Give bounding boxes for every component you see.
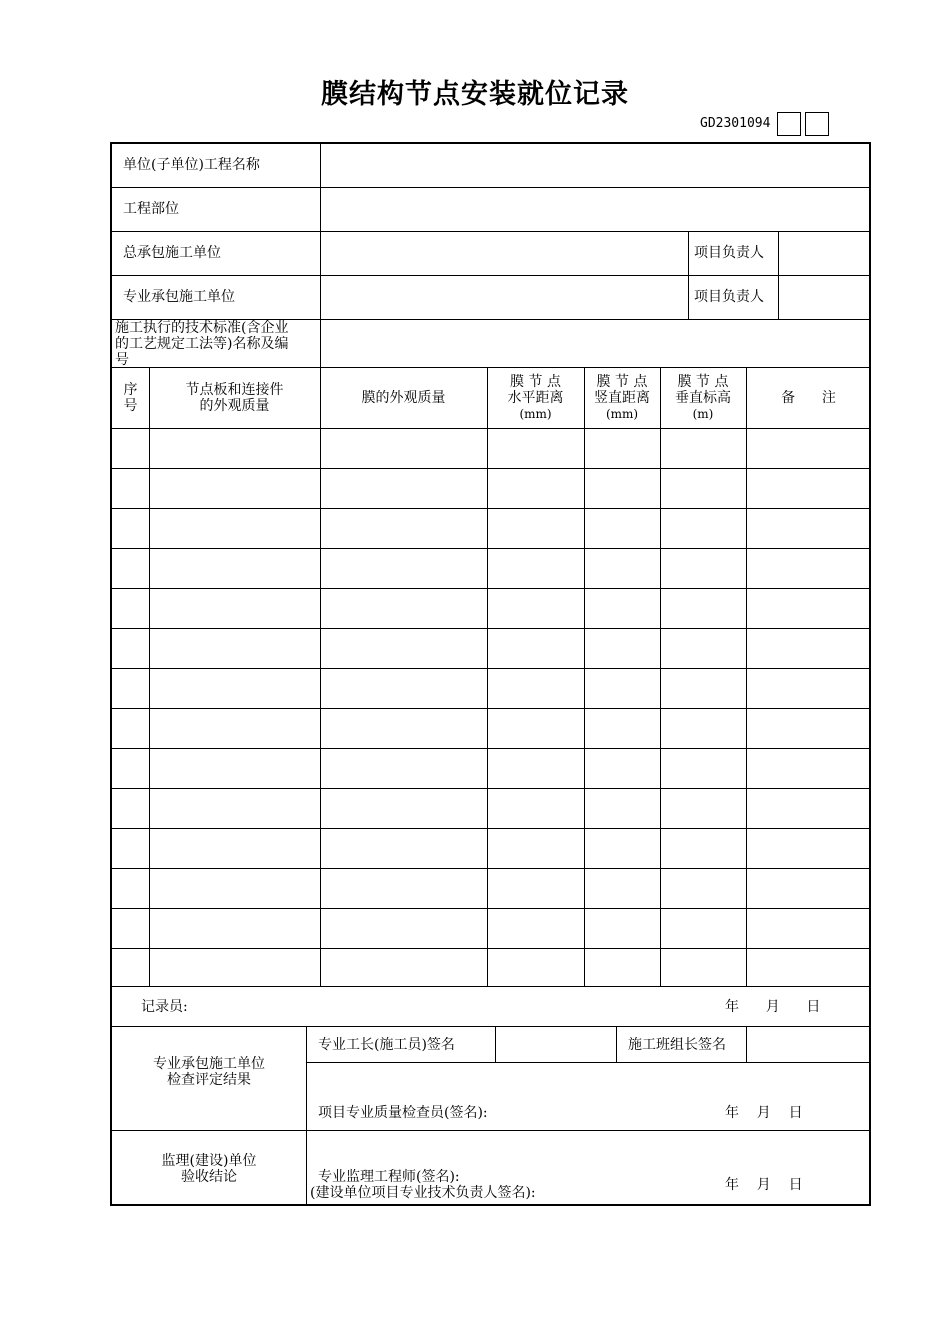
col-joint-2: 的外观质量 — [199, 398, 270, 414]
supervision-label-1: 监理(建设)单位 — [161, 1153, 257, 1169]
form-code: GD2301094 — [700, 116, 771, 131]
unit-project-name-label: 单位(子单位)工程名称 — [123, 157, 260, 173]
supervisor-date: 年 月 日 — [725, 1177, 803, 1193]
col-vert-3: (mm) — [605, 407, 639, 421]
standard-input[interactable] — [322, 322, 869, 366]
form-table — [110, 142, 871, 1206]
recorder-date: 年 月 日 — [725, 999, 821, 1015]
project-leader-input-2[interactable] — [780, 278, 869, 318]
specialty-result-label-2: 检查评定结果 — [167, 1072, 251, 1088]
general-contractor-input[interactable] — [322, 234, 686, 274]
col-membrane: 膜的外观质量 — [361, 390, 446, 406]
quality-inspector-date: 年 月 日 — [725, 1105, 803, 1121]
supervision-label-2: 验收结论 — [181, 1169, 237, 1185]
col-seq-2: 号 — [123, 398, 138, 414]
code-box-1[interactable] — [777, 112, 801, 136]
standard-label-line2: 的工艺规定工法等)名称及编 — [115, 336, 289, 352]
col-horiz-3: (mm) — [519, 407, 552, 421]
specialty-result-label-1: 专业承包施工单位 — [153, 1056, 265, 1072]
col-horiz-2: 水平距离 — [507, 390, 564, 406]
owner-tech-sign-label: (建设单位项目专业技术负责人签名): — [310, 1185, 536, 1201]
standard-label-line1: 施工执行的技术标准(含企业 — [115, 320, 289, 336]
col-remark: 备 注 — [781, 390, 836, 406]
team-leader-sign-input[interactable] — [748, 1028, 869, 1060]
recorder-label: 记录员: — [141, 999, 188, 1015]
col-elev-3: (m) — [692, 407, 714, 421]
code-box-2[interactable] — [805, 112, 829, 136]
general-contractor-label: 总承包施工单位 — [123, 245, 221, 261]
specialty-contractor-label: 专业承包施工单位 — [123, 289, 235, 305]
project-leader-label-2: 项目负责人 — [694, 289, 764, 305]
supervisor-sign-label: 专业监理工程师(签名): — [318, 1169, 460, 1185]
foreman-sign-input[interactable] — [497, 1028, 614, 1060]
col-horiz-1: 膜 节 点 — [510, 374, 561, 390]
col-vert-2: 竖直距离 — [594, 390, 650, 406]
team-leader-sign-label: 施工班组长签名 — [628, 1037, 726, 1053]
project-leader-input-1[interactable] — [780, 234, 869, 274]
project-part-label: 工程部位 — [123, 201, 179, 217]
col-seq-1: 序 — [123, 382, 138, 398]
project-leader-label-1: 项目负责人 — [694, 245, 764, 261]
col-elev-2: 垂直标高 — [675, 390, 731, 406]
page-title: 膜结构节点安装就位记录 — [321, 79, 629, 110]
quality-inspector-label: 项目专业质量检查员(签名): — [318, 1105, 488, 1121]
project-part-input[interactable] — [322, 190, 869, 230]
unit-project-name-input[interactable] — [322, 146, 869, 186]
specialty-contractor-input[interactable] — [322, 278, 686, 318]
standard-label-line3: 号 — [115, 352, 129, 368]
foreman-sign-label: 专业工长(施工员)签名 — [318, 1037, 455, 1053]
col-vert-1: 膜 节 点 — [596, 374, 648, 390]
col-elev-1: 膜 节 点 — [677, 374, 729, 390]
col-joint-1: 节点板和连接件 — [185, 382, 284, 398]
